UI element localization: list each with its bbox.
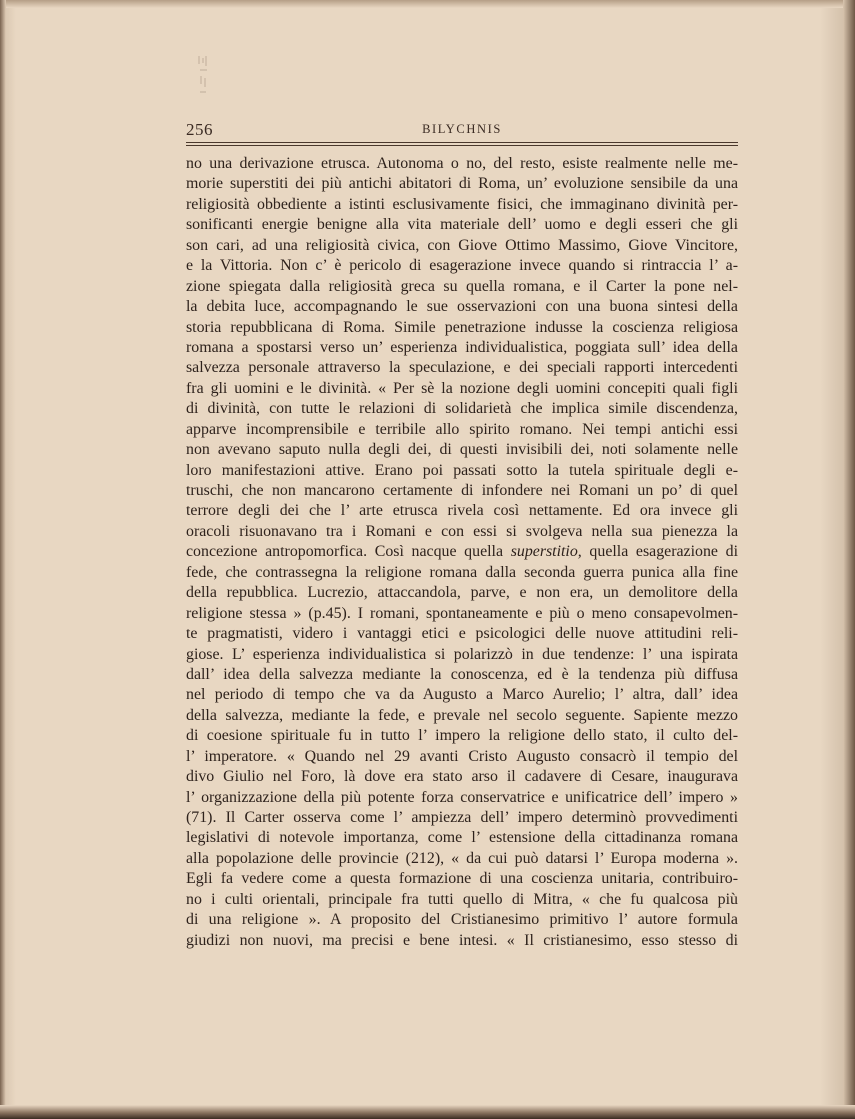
text-line: loro manifestazioni attive. Erano poi passati sotto la tutela spirituale degli e- bbox=[186, 461, 738, 479]
text-line: te pragmatisti, videro i vantaggi etici e psicologici delle nuove attitudini reli- bbox=[186, 625, 738, 643]
page-left-edge bbox=[0, 0, 6, 1119]
text-line: non avevano saputo nulla degli dei, di questi invisibili dei, noti solamente nelle bbox=[186, 441, 738, 459]
text-line: l’ imperatore. « Quando nel 29 avanti Cristo Augusto consacrò il tempio del bbox=[186, 747, 738, 765]
text-line: zione spiegata dalla religiosità greca su quella romana, e il Carter la pone nel- bbox=[186, 277, 738, 295]
text-line: apparve incomprensibile e terribile allo spirito romano. Nei tempi antichi essi bbox=[186, 420, 738, 438]
running-header bbox=[186, 118, 738, 140]
text-line: l’ organizzazione della più potente forza conservatrice e unificatrice dell’ impero » bbox=[186, 788, 738, 806]
text-line: terrore degli dei che l’ arte etrusca rivela così nettamente. Ed ora invece gli bbox=[186, 502, 738, 520]
text-line: della salvezza, mediante la fede, e prevale nel secolo seguente. Sapiente mezzo bbox=[186, 706, 738, 724]
text-line: la debita luce, accompagnando le sue osservazioni con una buona sintesi della bbox=[186, 298, 738, 316]
text-line: storia repubblicana di Roma. Simile penetrazione indusse la coscienza religiosa bbox=[186, 318, 738, 336]
text-line: fra gli uomini e le divinità. « Per sè la nozione degli uomini concepiti quali figli bbox=[186, 379, 738, 397]
text-line: salvezza personale attraverso la speculazione, e dei speciali rapporti intercedenti bbox=[186, 359, 738, 377]
text-line: di divinità, con tutte le relazioni di solidarietà che implica simile discendenza, bbox=[186, 400, 738, 418]
text-line: nel periodo di tempo che va da Augusto a Marco Aurelio; l’ altra, dall’ idea bbox=[186, 686, 738, 704]
text-line: morie superstiti dei più antichi abitatori di Roma, un’ evoluzione sensibile da una bbox=[186, 175, 738, 193]
text-line: alla popolazione delle provincie (212), « da cui può datarsi l’ Europa moderna ». bbox=[186, 849, 738, 867]
text-line: romana a spostarsi verso un’ esperienza individualistica, poggiata sull’ idea della bbox=[186, 338, 738, 356]
text-line: della repubblica. Lucrezio, attaccandola, parve, e non era, un demolitore della bbox=[186, 584, 738, 602]
page-number: 256 bbox=[186, 120, 213, 139]
running-title: BILYCHNIS bbox=[422, 122, 502, 136]
text-line: truschi, che non mancarono certamente di infondere nei Romani un po’ di quel bbox=[186, 482, 738, 499]
page-top-edge bbox=[0, 0, 855, 8]
text-line: di una religione ». A proposito del Cristianesimo primitivo l’ autore formula bbox=[186, 911, 738, 929]
text-line: fede, che contrassegna la religione romana dalla seconda guerra punica alla fine bbox=[186, 563, 738, 581]
italic-term: superstitio, bbox=[510, 543, 582, 561]
text-line: di coesione spirituale fu in tutto l’ impero la religione dello stato, il culto del- bbox=[186, 727, 738, 745]
text-line: sonificanti energie benigne alla vita materiale dell’ uomo e degli esseri che gli bbox=[186, 216, 738, 234]
body-text bbox=[186, 154, 738, 951]
text-line: son cari, ad una religiosità civica, con Giove Ottimo Massimo, Giove Vincitore, bbox=[186, 236, 738, 254]
text-line: religiosità obbediente a istinti esclusivamente fisici, che immaginano divinità per- bbox=[186, 195, 738, 213]
text-line: Egli fa vedere come a questa formazione di una coscienza unitaria, contribuiro- bbox=[186, 870, 738, 888]
header-rule-bottom bbox=[186, 145, 738, 146]
page-right-edge bbox=[843, 0, 855, 1119]
text-line: giose. L’ esperienza individualistica si polarizzò in due tendenze: l’ una ispirata bbox=[186, 645, 738, 663]
text-line: giudizi non nuovi, ma precisi e bene intesi. « Il cristianesimo, esso stesso di bbox=[186, 931, 738, 949]
page-bottom-edge bbox=[0, 1105, 855, 1119]
text-line: concezione antropomorfica. Così nacque quella superstitio, quella esagerazione di bbox=[186, 543, 738, 561]
text-line: dall’ idea della salvezza mediante la conoscenza, ed è la tendenza più diffusa bbox=[186, 665, 738, 683]
text-line: oracoli risuonavano tra i Romani e con essi si svolgeva nella sua pienezza la bbox=[186, 522, 738, 540]
text-line: religione stessa » (p.45). I romani, spontaneamente e più o meno consapevolmen- bbox=[186, 604, 738, 622]
header-rule-top bbox=[186, 142, 738, 143]
text-line: divo Giulio nel Foro, là dove era stato arso il cadavere di Cesare, inaugurava bbox=[186, 768, 738, 786]
text-line: e la Vittoria. Non c’ è pericolo di esagerazione invece quando si rintraccia l’ a- bbox=[186, 257, 738, 275]
text-line: legislativi di notevole importanza, come l’ estensione della cittadinanza romana bbox=[186, 829, 738, 847]
text-line: no i culti orientali, principale fra tutti quello di Mitra, « che fu qualcosa più bbox=[186, 890, 738, 908]
text-line: no una derivazione etrusca. Autonoma o no, del resto, esiste realmente nelle me- bbox=[186, 155, 738, 172]
text-line: (71). Il Carter osserva come l’ ampiezza dell’ impero determinò provvedimenti bbox=[186, 809, 738, 826]
paper-blemish bbox=[196, 54, 210, 96]
